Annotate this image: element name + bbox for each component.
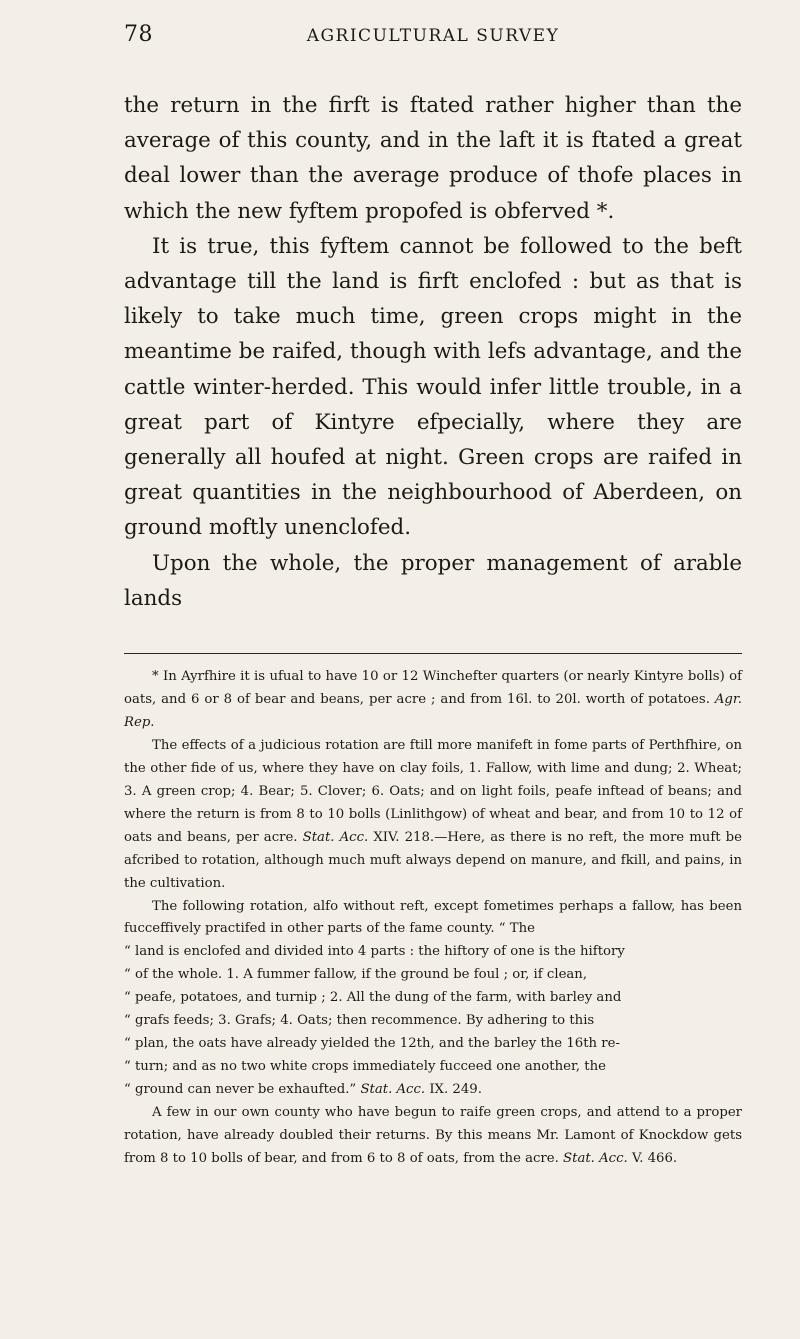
footnote-perthshire-citation: Stat. Acc. — [302, 829, 369, 845]
page-header — [124, 22, 742, 50]
footnote-own-county-ref: V. 466. — [631, 1151, 678, 1167]
running-head: AGRICULTURAL SURVEY — [306, 26, 560, 46]
paragraph-upon-the-whole: Upon the whole, the proper management of arable lands — [124, 550, 742, 611]
footnote-perthshire — [124, 735, 742, 896]
footnote-ayrshire — [124, 666, 742, 735]
footnote-perthshire-text: The effects of a judicious rotation are ftill more manifeft in fome parts of Perthfhire, on the other fide of us, where they have on clay foils, 1. Fallow, with lime and dung; 2. Wheat; 3. A green crop; 4. Bear; 5. Clover; 6. Oats; and on light foils, peafe inftead of beans; and where the return is from 8 to 10 bolls (Linlithgow) of wheat and bear, and from 10 to 12 of oats and beans, per acre. — [124, 737, 742, 845]
footnote-own-county-text: A few in our own county who have begun to raife green crops, and attend to a proper rotation, have already doubled their returns. By this means Mr. Lamont of Knockdow gets from 8 to 10 bolls of bear, and from 6 to 8 of oats, from the acre. — [124, 1105, 742, 1167]
footnote-rotation-quote-6: “ turn; and as no two white crops immediately fucceed one another, the — [124, 1059, 606, 1075]
footnote-rotation-quote-1: “ land is enclofed and divided into 4 parts : the hiftory of one is the hiftory — [124, 944, 625, 960]
footnote-rotation — [124, 896, 742, 942]
footnotes — [124, 666, 742, 1171]
footnote-ayrshire-citation: Agr. Rep. — [124, 691, 742, 730]
paragraph-continuation: the return in the firft is ftated rather higher than the average of this county, and in the laft it is ftated a great deal lower than the average produce of thofe places in which the new fyftem propofed is obferved *. — [124, 93, 742, 224]
paragraph-fyftem: It is true, this fyftem cannot be followed to the beft advantage till the land is firft enclofed : but as that is likely to take much time, green crops might in the meantime be raifed, though with lefs advantage, and the cattle winter-herded. This would infer little trouble, in a great part of Kintyre efpecially, where they are generally all houfed at night. Green crops are raifed in great quantities in the neighbourhood of Aberdeen, on ground moftly unenclofed. — [124, 233, 742, 541]
footnote-separator-rule — [124, 653, 742, 654]
footnote-rotation-ref: IX. 249. — [429, 1082, 482, 1098]
footnote-rotation-text: The following rotation, alfo without reft, except fometimes perhaps a fallow, has been fucceffively practifed in other parts of the fame county. “ The — [124, 898, 742, 937]
main-text — [124, 88, 742, 616]
footnote-perthshire-text-b: XIV. 218.—Here, as there is no reft, the more muft be afcribed to rotation, although much muft always depend on manure, and fkill, and pains, in the cultivation. — [124, 829, 743, 891]
footnote-own-county-citation: Stat. Acc. — [563, 1151, 628, 1167]
footnote-own-county — [124, 1102, 742, 1171]
footnote-rotation-quote-2: “ of the whole. 1. A fummer fallow, if the ground be foul ; or, if clean, — [124, 967, 588, 983]
page-number: 78 — [124, 22, 153, 47]
footnote-rotation-quote-3: “ peafe, potatoes, and turnip ; 2. All the dung of the farm, with barley and — [124, 990, 622, 1006]
footnote-rotation-quote-4: “ grafs feeds; 3. Grafs; 4. Oats; then recommence. By adhering to this — [124, 1013, 595, 1029]
footnote-rotation-quote-7 — [124, 1079, 742, 1102]
footnote-rotation-quote-5: “ plan, the oats have already yielded the 12th, and the barley the 16th re- — [124, 1036, 620, 1052]
footnote-rotation-quote-7-text: “ ground can never be exhaufted.” — [124, 1082, 357, 1098]
footnote-rotation-citation: Stat. Acc. — [360, 1082, 426, 1098]
footnote-ayrshire-text: * In Ayrfhire it is ufual to have 10 or 12 Winchefter quarters (or nearly Kintyre bolls) of oats, and 6 or 8 of bear and beans, per acre ; and from 16l. to 20l. worth of potatoes. — [124, 669, 742, 707]
